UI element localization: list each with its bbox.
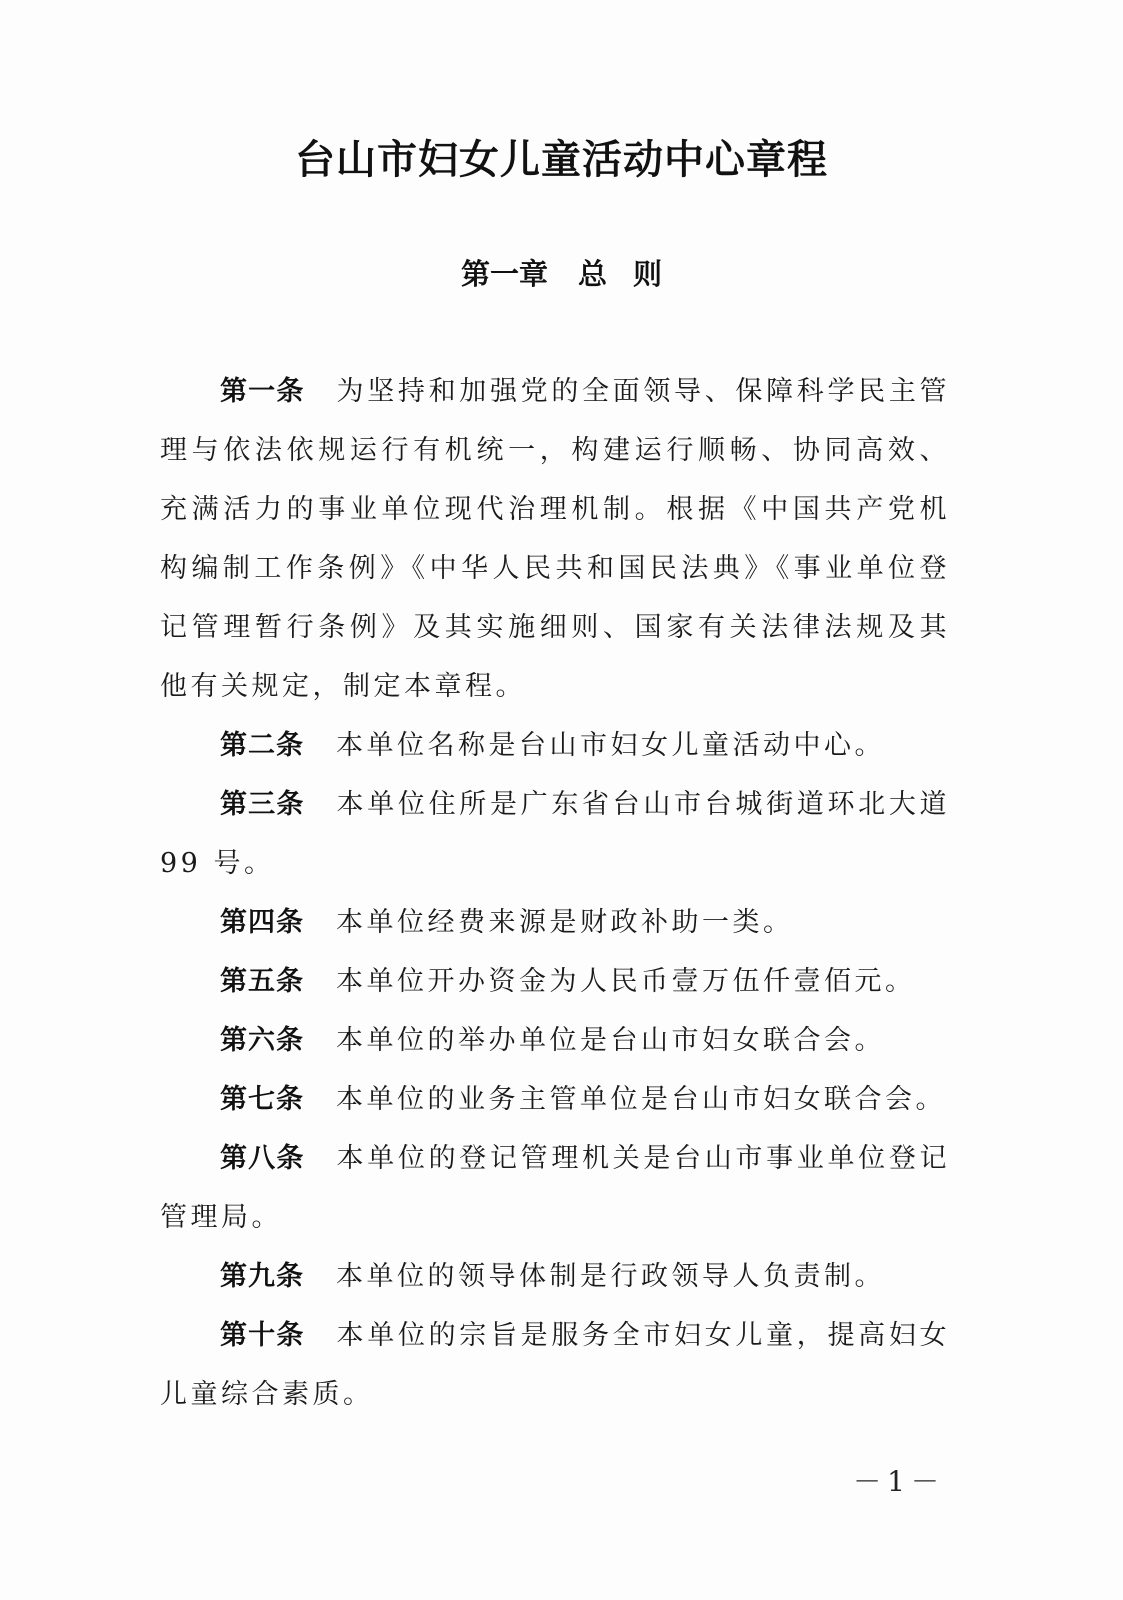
article-8 (160, 1129, 950, 1247)
article-10 (160, 1306, 950, 1424)
article-label: 第十条 (220, 1320, 305, 1351)
article-label: 第六条 (220, 1025, 304, 1056)
chapter-word-2: 则 (633, 257, 663, 291)
article-text: 本单位的举办单位是台山市妇女联合会。 (336, 1025, 885, 1056)
article-label: 第一条 (220, 376, 305, 407)
article-text: 本单位的登记管理机关是台山市事业单位登记管理局。 (160, 1143, 951, 1233)
article-7 (160, 1070, 950, 1129)
article-6 (160, 1011, 950, 1070)
article-label: 第四条 (220, 907, 304, 938)
article-text: 本单位的宗旨是服务全市妇女儿童，提高妇女儿童综合素质。 (160, 1320, 951, 1410)
article-9 (160, 1247, 950, 1306)
article-text: 本单位名称是台山市妇女儿童活动中心。 (336, 730, 885, 761)
article-text: 本单位的业务主管单位是台山市妇女联合会。 (336, 1084, 946, 1115)
article-text: 本单位的领导体制是行政领导人负责制。 (336, 1261, 885, 1292)
article-label: 第八条 (220, 1143, 305, 1174)
article-label: 第五条 (220, 966, 304, 997)
article-text: 本单位经费来源是财政补助一类。 (336, 907, 794, 938)
article-4 (160, 893, 950, 952)
article-3 (160, 775, 950, 893)
article-text: 本单位住所是广东省台山市台城街道环北大道 99 号。 (160, 789, 951, 879)
article-list (160, 362, 950, 1424)
article-label: 第七条 (220, 1084, 304, 1115)
article-2 (160, 716, 950, 775)
article-text: 本单位开办资金为人民币壹万伍仟壹佰元。 (336, 966, 916, 997)
document-title: 台山市妇女儿童活动中心章程 (295, 137, 828, 183)
article-text: 为坚持和加强党的全面领导、保障科学民主管理与依法依规运行有机统一，构建运行顺畅、协同高效、充满活力的事业单位现代治理机制。根据《中国共产党机构编制工作条例》《中华人民共和国民法典》《事业单位登记管理暂行条例》及其实施细则、国家有关法律法规及其他有关规定，制定本章程。 (160, 376, 951, 702)
article-1 (160, 362, 950, 716)
chapter-word-1: 总 (577, 257, 607, 291)
article-label: 第三条 (220, 789, 305, 820)
chapter-label: 第一章 (460, 257, 548, 291)
chapter-heading (0, 252, 1123, 296)
article-label: 第二条 (220, 730, 304, 761)
article-5 (160, 952, 950, 1011)
page-number: －1－ (853, 1465, 945, 1498)
article-label: 第九条 (220, 1261, 304, 1292)
